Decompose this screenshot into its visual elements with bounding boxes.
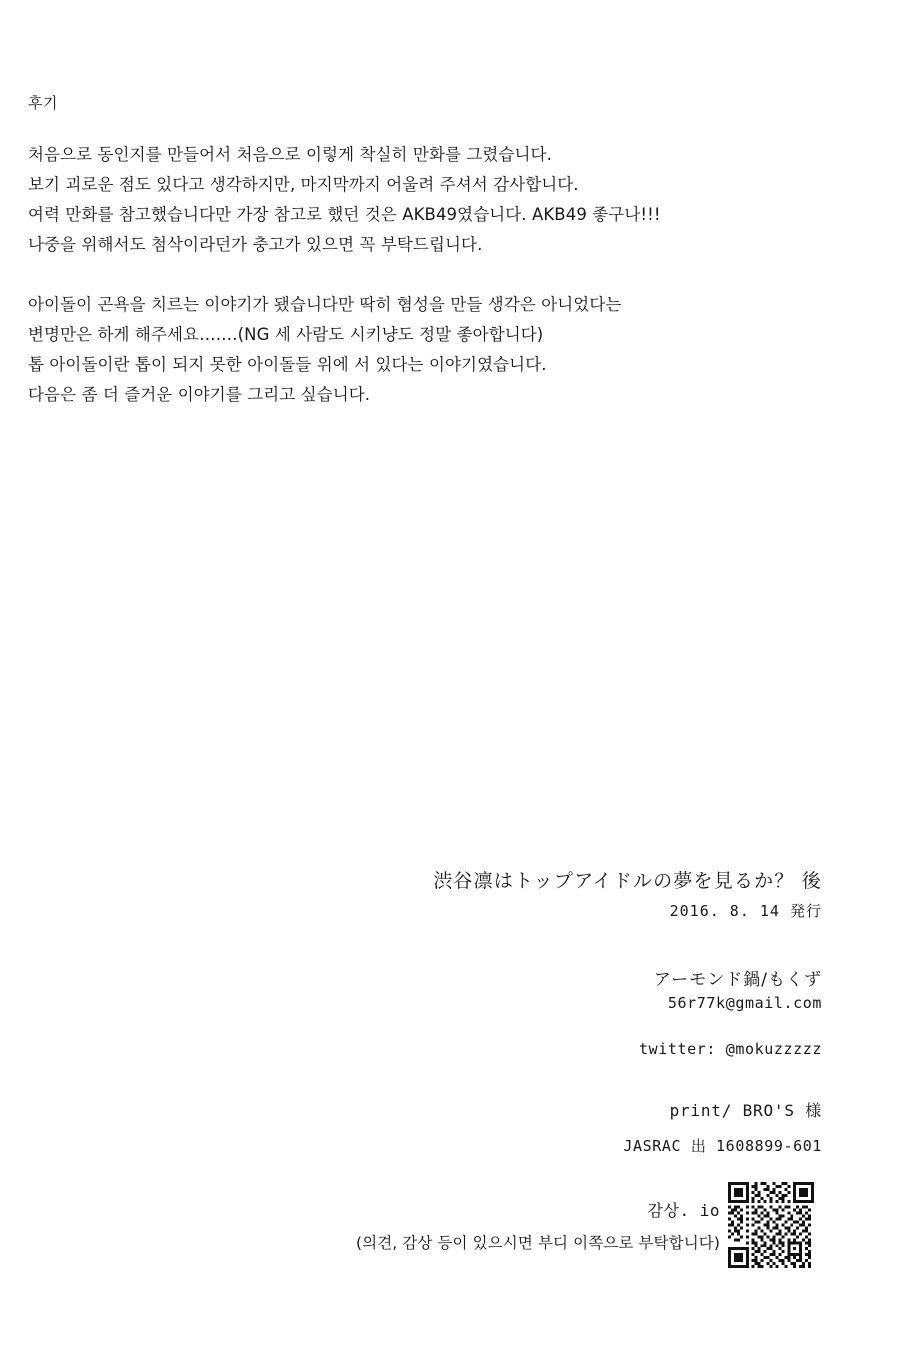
work-title: 渋谷凛はトップアイドルの夢を見るか？ 後 [433, 870, 822, 892]
contact-email: 56r77k@gmail.com [667, 994, 822, 1012]
afterword-line: 나중을 위해서도 첨삭이라던가 충고가 있으면 꼭 부탁드립니다. [28, 235, 483, 254]
colophon [262, 868, 822, 1156]
circle-name: アーモンド鍋/もくず [653, 970, 822, 990]
afterword-heading: 후기 [28, 94, 58, 112]
feedback-note: (의견, 감상 등이 있으시면 부디 이쪽으로 부탁합니다) [355, 1234, 720, 1252]
afterword-line: 보기 괴로운 점도 있다고 생각하지만, 마지막까지 어울려 주셔서 감사합니다. [28, 175, 579, 194]
afterword-line: 아이돌이 곤욕을 치르는 이야기가 됐습니다만 딱히 혐성을 만들 생각은 아니었다는 [28, 295, 622, 314]
afterword-line: 톱 아이돌이란 톱이 되지 못한 아이돌들 위에 서 있다는 이야기였습니다. [28, 355, 547, 374]
feedback-block [300, 1198, 720, 1253]
jasrac-number: JASRAC 出 1608899-601 [623, 1137, 822, 1155]
afterword-line: 여력 만화를 참고했습니다만 가장 참고로 했던 것은 AKB49였습니다. AKB49 좋구나!!! [28, 205, 661, 224]
afterword-line: 처음으로 동인지를 만들어서 처음으로 이렇게 착실히 만화를 그렸습니다. [28, 145, 552, 164]
twitter-handle: twitter: @mokuzzzzz [639, 1040, 822, 1058]
paragraph-spacer [28, 260, 828, 290]
printer-credit: print/ BRO'S 様 [669, 1101, 822, 1120]
afterword-line: 변명만은 하게 해주세요…….(NG 세 사람도 시키냥도 정말 좋아합니다) [28, 325, 544, 344]
afterword-line: 다음은 좀 더 즐거운 이야기를 그리고 싶습니다. [28, 385, 371, 404]
feedback-label: 감상. io [647, 1201, 720, 1220]
afterword-body [28, 140, 828, 410]
publication-date: 2016. 8. 14 発行 [669, 902, 822, 920]
qr-code-icon[interactable] [728, 1182, 814, 1268]
